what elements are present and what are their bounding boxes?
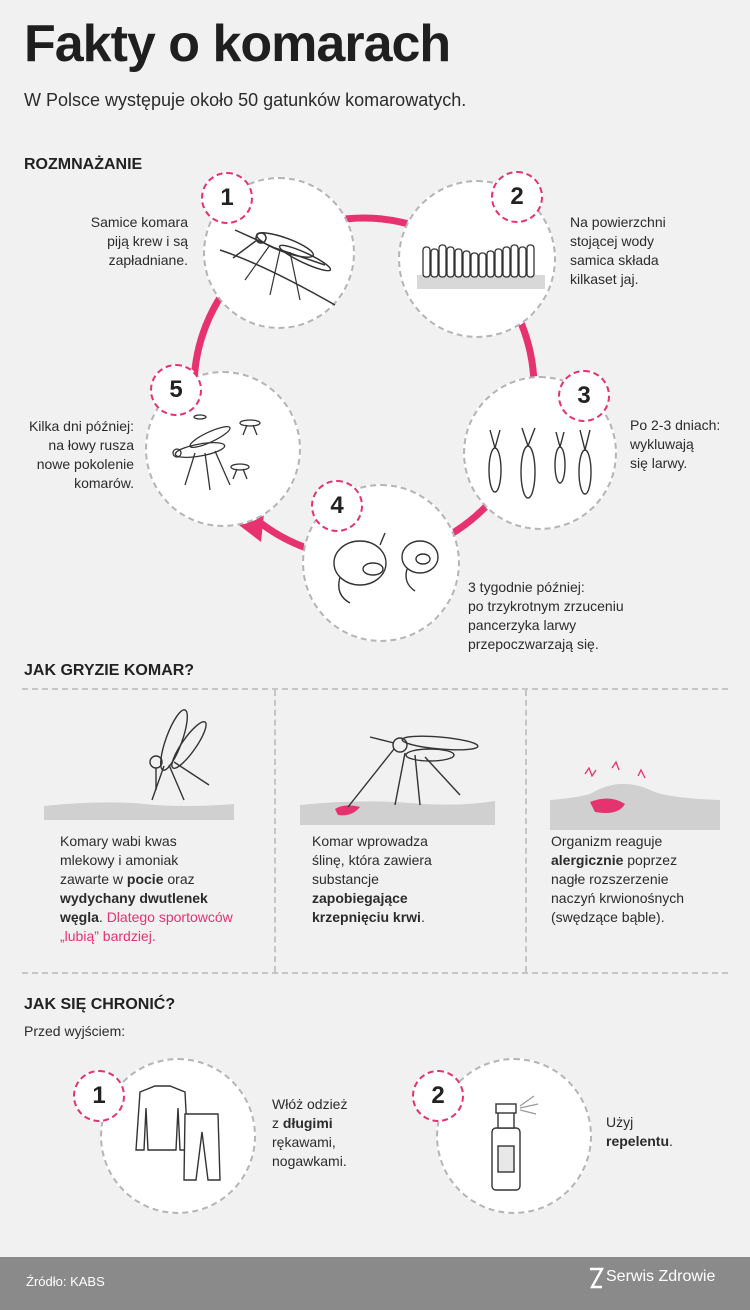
divider — [22, 688, 728, 690]
brand-name: Serwis Zdrowie — [606, 1268, 716, 1285]
divider — [274, 690, 276, 972]
step-5-badge: 5 — [150, 364, 202, 416]
step-3-text: Po 2-3 dniach: wykluwają się larwy. — [630, 417, 721, 471]
clothing-icon — [130, 1080, 230, 1190]
step-1-badge: 1 — [201, 172, 253, 224]
repellent-spray-icon — [478, 1090, 548, 1200]
pupae-icon — [315, 525, 450, 605]
mosquito-biting-icon — [215, 210, 345, 310]
section-heading-bite: JAK GRYZIE KOMAR? — [24, 662, 195, 679]
divider — [22, 972, 728, 974]
step-1-text: Samice komara piją krew i są zapładniane. — [90, 214, 188, 268]
protect-intro: Przed wyjściem: — [24, 1023, 126, 1039]
skin-bump-icon — [550, 760, 720, 830]
tip-1-text: Włóż odzież z długimi rękawami, nogawkami. — [272, 1096, 348, 1169]
bite-col1-text: Komary wabi kwas mlekowy i amoniak zawarte w pocie oraz wydychany dwutlenek węgla. Dlatego sportowców „lubią” bardziej. — [60, 833, 233, 944]
section-heading-reproduction: ROZMNAŻANIE — [24, 156, 143, 173]
tip-2-text: Użyj repelentu. — [606, 1114, 673, 1149]
page-subtitle: W Polsce występuje około 50 gatunków komarowatych. — [24, 90, 467, 110]
tip-1-badge: 1 — [73, 1070, 125, 1122]
adult-mosquitoes-icon — [155, 405, 285, 495]
mosquito-attracted-icon — [44, 700, 234, 820]
tip-2-badge: 2 — [412, 1070, 464, 1122]
bite-col2-text: Komar wprowadza ślinę, która zawiera substancje zapobiegające krzepnięciu krwi. — [312, 833, 432, 925]
section-heading-protect: JAK SIĘ CHRONIĆ? — [24, 996, 176, 1013]
step-4-badge: 4 — [311, 480, 363, 532]
step-3-badge: 3 — [558, 370, 610, 422]
step-4-text: 3 tygodnie później: po trzykrotnym zrzuceniu pancerzyka larwy przepoczwarzają się. — [468, 579, 624, 652]
step-2-text: Na powierzchni stojącej wody samica składa kilkaset jaj. — [570, 214, 666, 287]
egg-raft-icon — [415, 235, 550, 295]
larvae-icon — [480, 420, 600, 510]
page-title: Fakty o komarach — [24, 15, 451, 73]
brand-logo-icon — [588, 1266, 604, 1290]
source-label: Źródło: KABS — [26, 1274, 105, 1289]
step-5-text: Kilka dni później: na łowy rusza nowe pokolenie komarów. — [28, 418, 134, 491]
mosquito-saliva-icon — [300, 715, 500, 825]
divider — [525, 690, 527, 972]
bite-col3-text: Organizm reaguje alergicznie poprzez nagłe rozszerzenie naczyń krwionośnych (swędzące bąble). — [551, 833, 685, 925]
step-2-badge: 2 — [491, 171, 543, 223]
